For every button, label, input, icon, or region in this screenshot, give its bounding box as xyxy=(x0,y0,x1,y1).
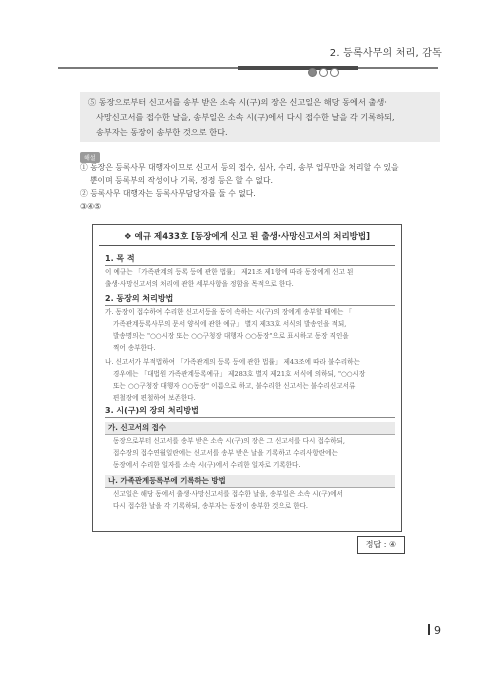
section-3a-line: 동장에서 수리한 일자를 소속 시(구)에서 수리한 일자로 기록한다. xyxy=(113,461,301,469)
section-3b-title: 나. 가족관계등록부에 기록하는 방법 xyxy=(105,475,395,488)
section-3a-line: 접수장의 접수연월일란에는 신고서를 송부 받은 날을 기록하고 수리사항란에는 xyxy=(113,449,338,457)
section-2a-line: 발송명의는 "○○시장 또는 ○○구청장 대행자 ○○동장"으로 표시하고 동장 직인을 xyxy=(113,332,349,340)
section-2b-line: 편철장에 편철하여 보존한다. xyxy=(113,394,196,402)
explanation-line: 뿐이며 등록부의 작성이나 기록, 정정 등은 할 수 없다. xyxy=(90,176,273,185)
section-2a-line: 가. 동장이 접수하여 수리한 신고서등을 동이 속하는 시(구)의 장에게 송부할 때에는 「 xyxy=(105,308,353,316)
section-3b-line: 다시 접수한 날을 각 기록하되, 송부자는 동장이 송부한 것으로 한다. xyxy=(113,502,309,510)
section-3b-line: 신고일은 해당 동에서 출생·사망신고서를 접수한 날을, 송부일은 소속 시(구)에서 xyxy=(113,490,343,498)
question-box xyxy=(80,92,440,142)
page-number xyxy=(428,624,441,637)
header-section-title: 2. 등록사무의 처리, 감독 xyxy=(329,48,442,59)
header-rule xyxy=(58,66,438,70)
rule-box xyxy=(92,224,402,532)
answer-box: 정답 : ④ xyxy=(357,536,405,554)
explanation-line: ② 등록사무 대행자는 등록사무담당자를 둘 수 없다. xyxy=(80,189,256,198)
section-3-title: 3. 시(구)의 장의 처리방법 xyxy=(105,405,395,418)
section-1-line: 출생·사망신고서의 처리에 관한 세부사항을 정함을 목적으로 한다. xyxy=(105,280,294,288)
section-2b-line: 경우에는 「대법원 가족관계등록예규」 제283호 별지 제21호 서식에 의하되, "○○시장 xyxy=(113,370,366,378)
question-line: 사망신고서를 접수한 날을, 송부일은 소속 시(구)에서 다시 접수한 날을 각 기록하되, xyxy=(96,112,395,122)
section-1-title: 1. 목 적 xyxy=(105,253,395,266)
section-2-title: 2. 동장의 처리방법 xyxy=(105,293,395,306)
explanation-badge: 해설 xyxy=(80,152,100,163)
page-number-value: 9 xyxy=(434,624,441,637)
section-3 xyxy=(105,405,395,512)
section-1 xyxy=(105,253,395,290)
section-1-line: 이 예규는 「가족관계의 등록 등에 관한 법률」 제21조 제1항에 따라 동장에게 신고 된 xyxy=(105,268,354,276)
question-line: ⑤ 동장으로부터 신고서를 송부 받은 소속 시(구)의 장은 신고일은 해당 동에서 출생· xyxy=(88,97,387,107)
section-2a-line: 가족관계등록사무의 문서 양식에 관한 예규」 별지 제33호 서식의 발송인을 적되, xyxy=(113,320,347,328)
section-3a-title: 가. 신고서의 접수 xyxy=(105,422,395,435)
explanation xyxy=(80,161,440,213)
section-2a-line: 찍어 송부한다. xyxy=(113,344,156,352)
section-3a-line: 동장으로부터 신고서를 송부 받은 소속 시(구)의 장은 그 신고서를 다시 접수하되, xyxy=(113,437,346,445)
section-2b-line: 또는 ○○구청장 대행자 ○○동장" 이름으로 하고, 불수리한 신고서는 불수리신고서류 xyxy=(113,382,356,390)
explanation-line: ① 동장은 등록사무 대행자이므로 신고서 등의 접수, 심사, 수리, 송부 업무만을 처리할 수 있을 xyxy=(80,163,399,172)
section-2b-line: 나. 신고서가 부적법하여 「가족관계의 등록 등에 관한 법률」 제43조에 따라 불수리하는 xyxy=(105,358,360,366)
explanation-line: ③④⑤ xyxy=(80,202,101,211)
rule-box-title: ❖ 예규 제433호 [동장에게 신고 된 출생·사망신고서의 처리방법] xyxy=(99,229,395,246)
section-2 xyxy=(105,293,395,404)
header-dots xyxy=(308,62,341,81)
question-line: 송부자는 동장이 송부한 것으로 한다. xyxy=(96,127,228,137)
